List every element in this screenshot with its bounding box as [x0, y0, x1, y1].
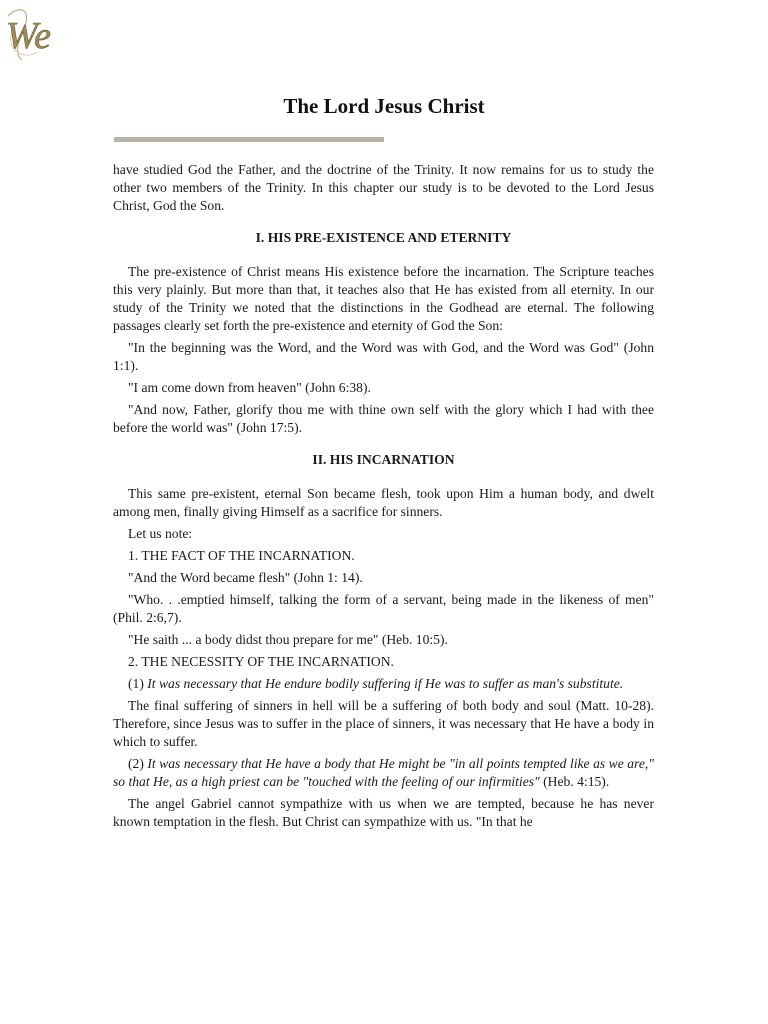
scripture-quote: "And now, Father, glorify thou me with thine own self with the glory which I had with thee before the world was" (John 17:5).	[113, 402, 654, 435]
numbered-point	[113, 675, 654, 693]
title-divider	[114, 137, 384, 142]
page-title: The Lord Jesus Christ	[283, 94, 485, 118]
scripture-quote: "And the Word became flesh" (John 1: 14).	[128, 570, 363, 585]
scripture-quote: "Who. . .emptied himself, talking the form of a servant, being made in the likeness of men" (Phil. 2:6,7).	[113, 592, 654, 625]
svg-text:We: We	[6, 15, 52, 57]
point-reference: (Heb. 4:15).	[543, 774, 610, 789]
section-heading-incarnation: II. HIS INCARNATION	[312, 452, 455, 467]
point-text: It was necessary that He have a body that He might be "in all points tempted like as we are," so that He, as a high priest can be "touched with the feeling of our infirmities"	[113, 756, 654, 789]
section-heading-pre-existence: I. HIS PRE-EXISTENCE AND ETERNITY	[255, 230, 512, 245]
we-logo-icon	[2, 2, 74, 66]
subheading: 2. THE NECESSITY OF THE INCARNATION.	[128, 654, 394, 669]
scripture-quote: "He saith ... a body didst thou prepare for me" (Heb. 10:5).	[128, 632, 448, 647]
paragraph: Let us note:	[128, 526, 193, 541]
paragraph: The final suffering of sinners in hell will be a suffering of both body and soul (Matt. 10-28). Therefore, since Jesus was to suffer in the place of sinners, it was necessary that He have a body in which to suffer.	[113, 698, 654, 749]
point-number: (2)	[128, 756, 144, 771]
point-text: It was necessary that He endure bodily suffering if He was to suffer as man's substitute.	[147, 676, 624, 691]
paragraph: This same pre-existent, eternal Son became flesh, took upon Him a human body, and dwelt among men, finally giving Himself as a sacrifice for sinners.	[113, 486, 654, 519]
paragraph: The pre-existence of Christ means His existence before the incarnation. The Scripture teaches this very plainly. But more than that, it teaches also that He has existed from all eternity. In our study of the Trinity we noted that the distinctions in the Godhead are eternal. The following passages clearly set forth the pre-existence and eternity of God the Son:	[113, 264, 654, 333]
scripture-quote: "In the beginning was the Word, and the Word was with God, and the Word was God" (John 1:1).	[113, 340, 654, 373]
paragraph: The angel Gabriel cannot sympathize with us when we are tempted, because he has never known temptation in the flesh. But Christ can sympathize with us. "In that he	[113, 796, 654, 829]
subheading: 1. THE FACT OF THE INCARNATION.	[128, 548, 355, 563]
publisher-logo	[2, 2, 74, 66]
scripture-quote: "I am come down from heaven" (John 6:38).	[128, 380, 371, 395]
point-number: (1)	[128, 676, 144, 691]
intro-paragraph: have studied God the Father, and the doctrine of the Trinity. It now remains for us to study the other two members of the Trinity. In this chapter our study is to be devoted to the Lord Jesus Christ, God the Son.	[113, 162, 654, 213]
document-body	[113, 161, 654, 835]
numbered-point	[113, 755, 654, 791]
